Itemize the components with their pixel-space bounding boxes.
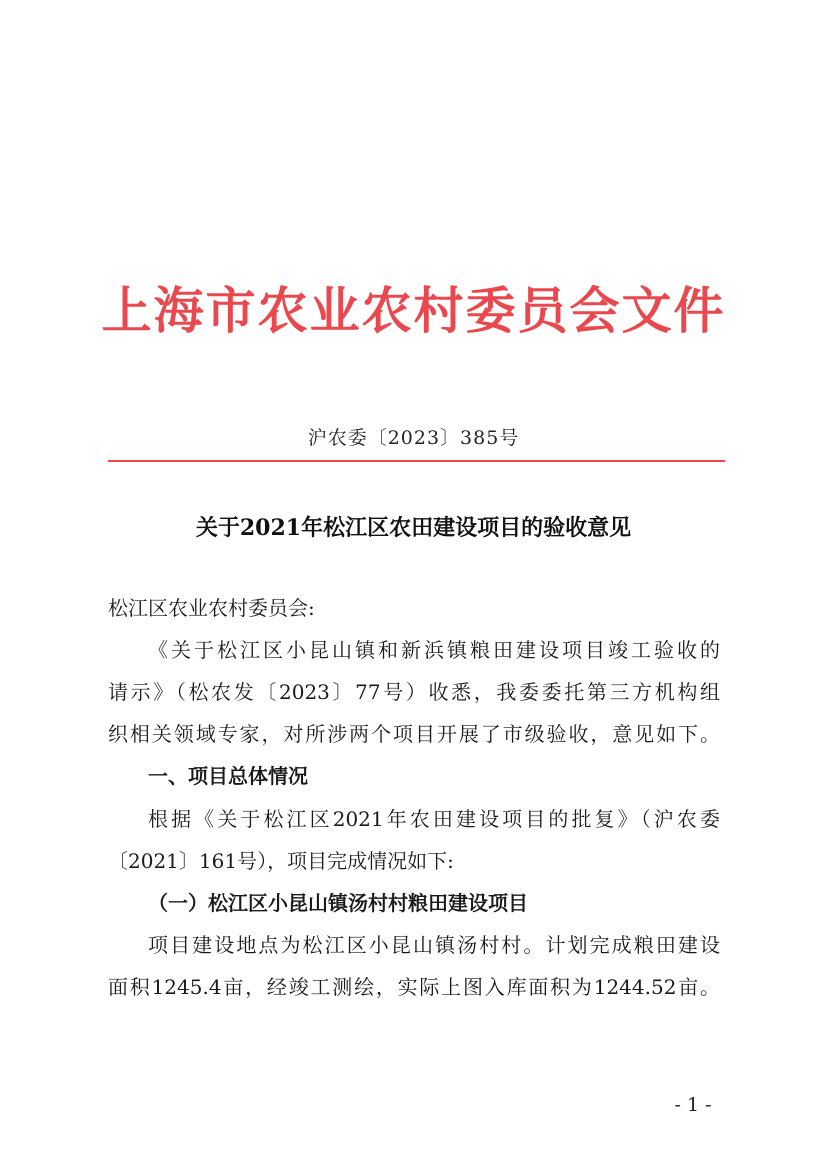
document-title: 关于2021年松江区农田建设项目的验收意见 bbox=[195, 515, 632, 541]
red-divider-line bbox=[108, 460, 725, 462]
intro-line: 织相关领域专家，对所涉两个项目开展了市级验收，意见如下。 bbox=[108, 722, 720, 746]
body-line: 面积1245.4亩，经竣工测绘，实际上图入库面积为1244.52亩。 bbox=[108, 975, 720, 999]
body-line: 〔2021〕161号），项目完成情况如下: bbox=[108, 849, 454, 873]
body-line: 项目建设地点为松江区小昆山镇汤村村。计划完成粮田建设 bbox=[148, 933, 720, 957]
intro-line: 《关于松江区小昆山镇和新浜镇粮田建设项目竣工验收的 bbox=[148, 638, 720, 662]
document-number: 沪农委〔2023〕385号 bbox=[307, 427, 520, 449]
intro-line: 请示》（松农发〔2023〕77号）收悉，我委委托第三方机构组 bbox=[108, 680, 720, 704]
body-line: 根据《关于松江区2021年农田建设项目的批复》（沪农委 bbox=[148, 807, 720, 831]
agency-header-title: 上海市农业农村委员会文件 bbox=[101, 281, 726, 340]
section-heading: 一、项目总体情况 bbox=[148, 764, 308, 788]
salutation: 松江区农业农村委员会: bbox=[108, 596, 315, 620]
subsection-heading: （一）松江区小昆山镇汤村村粮田建设项目 bbox=[148, 891, 528, 915]
page-number: - 1 - bbox=[674, 1094, 712, 1116]
